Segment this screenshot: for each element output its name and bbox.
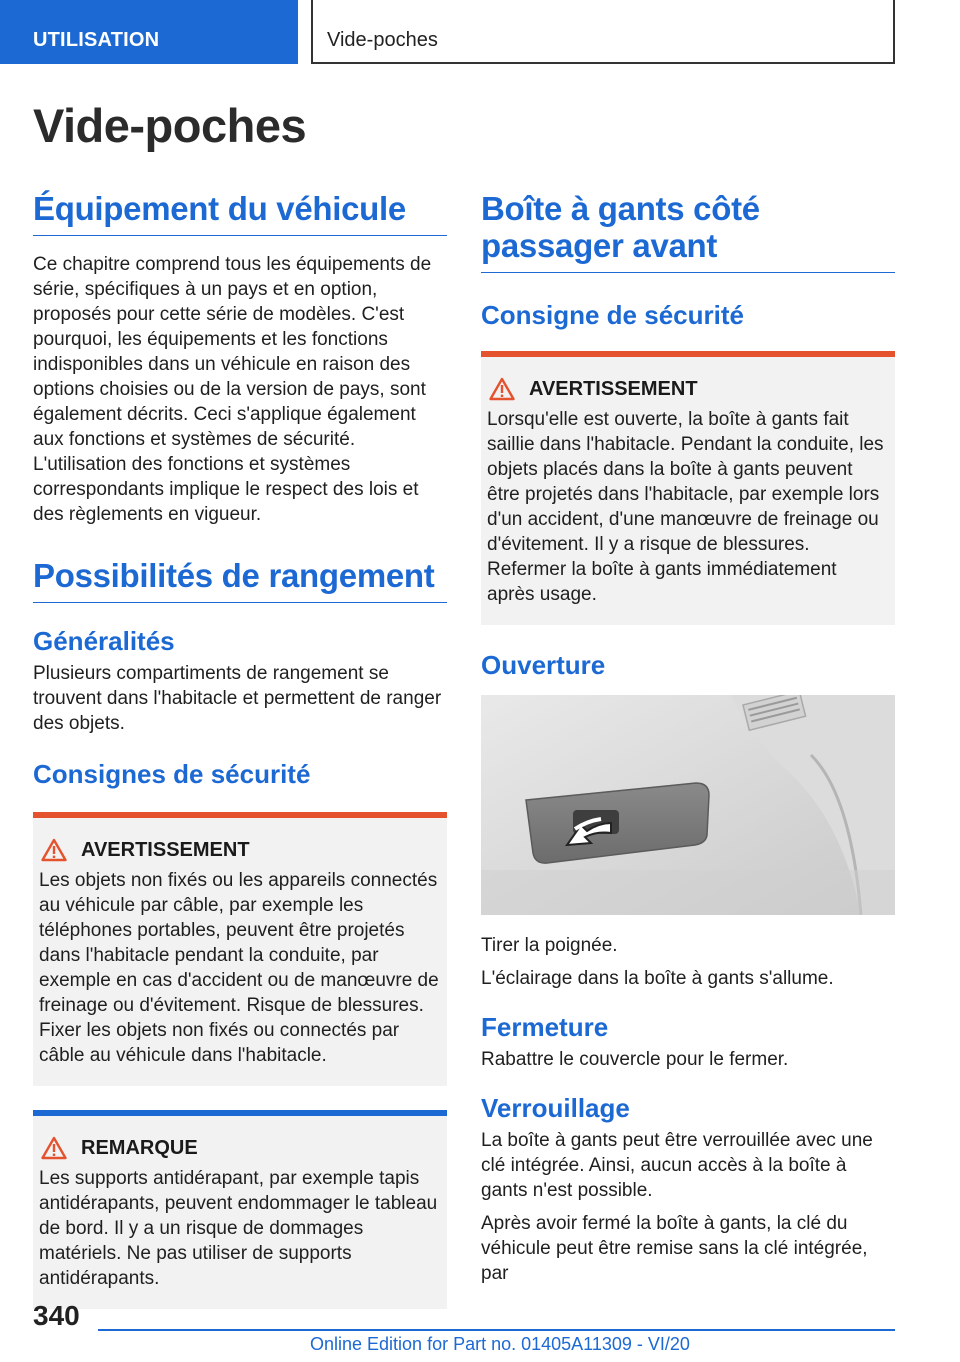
heading-possibilites: Possibilités de rangement	[33, 557, 447, 603]
warning-text: Lorsqu'elle est ouverte, la boîte à gants fait saillie dans l'habitacle. Pendant la conduite, les objets placés dans la boîte à gants peuvent être projetés dans l'habitacle, par exemple lors d'un accident, d'une manœuvre de freinage ou d'évitement. Il y a risque de blessures. Refermer la boîte à gants immédiatement après usage.	[487, 409, 884, 605]
warning-header	[39, 838, 441, 862]
warning-label: AVERTISSEMENT	[81, 838, 250, 861]
header-section-tab: UTILISATION	[0, 0, 298, 64]
paragraph-tirer: Tirer la poignée.	[481, 935, 618, 956]
right-column	[481, 190, 895, 1294]
note-label: REMARQUE	[81, 1136, 198, 1159]
glovebox-photo	[481, 695, 895, 915]
paragraph-verrouillage-2: Après avoir fermé la boîte à gants, la clé du véhicule peut être remise sans la clé intégrée, par	[481, 1213, 868, 1284]
heading-generalites: Généralités	[33, 626, 175, 656]
paragraph-eclairage: L'éclairage dans la boîte à gants s'allume.	[481, 968, 834, 989]
note-box	[33, 1110, 447, 1309]
heading-equipement: Équipement du véhicule	[33, 190, 447, 236]
page-title: Vide-poches	[33, 99, 307, 152]
warning-triangle-icon	[489, 377, 515, 401]
heading-boite-a-gants: Boîte à gants côté passager avant	[481, 190, 895, 273]
warning-triangle-icon	[41, 1136, 67, 1160]
paragraph-generalites: Plusieurs compartiments de rangement se trouvent dans l'habitacle et permettent de ranger des objets.	[33, 663, 442, 734]
warning-box	[33, 812, 447, 1086]
warning-label: AVERTISSEMENT	[529, 377, 698, 400]
warning-triangle-icon	[41, 838, 67, 862]
heading-consignes: Consignes de sécurité	[33, 759, 311, 789]
footer-edition: Online Edition for Part no. 01405A11309 - VI/20	[310, 1334, 690, 1354]
page-number: 340	[33, 1300, 80, 1331]
heading-fermeture: Fermeture	[481, 1012, 609, 1042]
paragraph-equipement: Ce chapitre comprend tous les équipements de série, spécifiques à un pays et en option, proposés pour cette série de modèles. C'est pourquoi, les équipements et les fonctions indisponibles dans un véhicule en raison des options choisies ou de la version de pays, sont également décrits. Ceci s'applique également aux fonctions et systèmes de sécurité. L'utilisation des fonctions et systèmes correspondants implique le respect des lois et des règlements en vigueur.	[33, 254, 432, 525]
footer-divider	[98, 1329, 895, 1331]
note-header	[39, 1136, 441, 1160]
paragraph-verrouillage-1: La boîte à gants peut être verrouillée avec une clé intégrée. Ainsi, aucun accès à la boîte à gants n'est possible.	[481, 1130, 873, 1201]
paragraph-fermeture: Rabattre le couvercle pour le fermer.	[481, 1049, 789, 1070]
heading-verrouillage: Verrouillage	[481, 1093, 630, 1123]
left-column	[33, 190, 447, 1309]
warning-text: Les objets non fixés ou les appareils connectés au véhicule par câble, par exemple les téléphones portables, peuvent être projetés dans l'habitacle pendant la conduite, par exemple en cas d'accident ou de manœuvre de freinage ou d'évitement. Risque de blessures. Fixer les objets non fixés ou connectés par câble au véhicule dans l'habitacle.	[39, 870, 439, 1066]
heading-consigne: Consigne de sécurité	[481, 300, 744, 330]
header-chapter-tab: Vide-poches	[311, 0, 895, 64]
warning-box-glovebox	[481, 351, 895, 625]
note-text: Les supports antidérapant, par exemple tapis antidérapants, peuvent endommager le tableau de bord. Il y a un risque de dommages matériels. Ne pas utiliser de supports antidérapants.	[39, 1168, 438, 1289]
heading-ouverture: Ouverture	[481, 650, 606, 680]
warning-header	[487, 377, 889, 401]
